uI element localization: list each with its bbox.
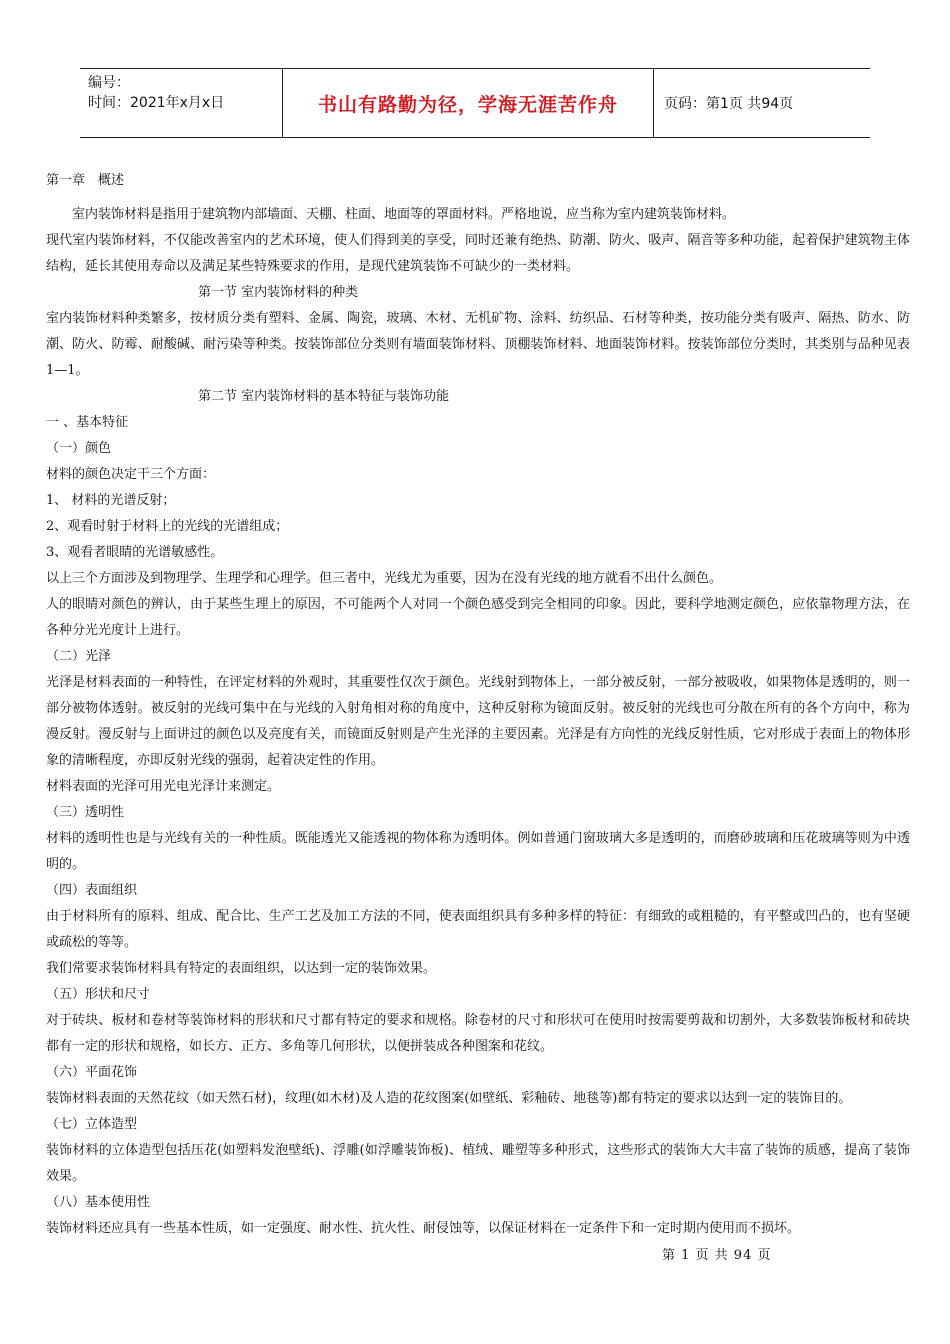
paragraph: 人的眼睛对颜色的辨认，由于某些生理上的原因，不可能两个人对同一个颜色感受到完全相同的印象。因此，要科学地测定颜色，应依靠物理方法，在各种分光光度计上进行。 — [46, 597, 910, 638]
paragraph: 室内装饰材料种类繁多，按材质分类有塑料、金属、陶瓷，玻璃、木材、无机矿物、涂料、纺织品、石材等种类，按功能分类有吸声、隔热、防水、防潮、防火、防霉、耐酸碱、耐污染等种类。按装饰部位分类则有墙面装饰材料、顶棚装饰材料、地面装饰材料。按装饰部位分类时，其类别与品种见表1—1。 — [46, 311, 910, 378]
page-header — [80, 68, 870, 138]
paragraph: （二）光泽 — [46, 649, 112, 664]
paragraph: 装饰材料的立体造型包括压花(如塑料发泡壁纸)、浮雕(如浮雕装饰板)、植绒、雕塑等多种形式，这些形式的装饰大大丰富了装饰的质感，提高了装饰效果。 — [46, 1143, 910, 1184]
paragraph: 室内装饰材料是指用于建筑物内部墙面、天棚、柱面、地面等的罩面材料。严格地说，应当称为室内建筑装饰材料。 — [72, 207, 736, 222]
header-right-cell — [654, 69, 870, 137]
paragraph: （四）表面组织 — [46, 883, 138, 898]
page-code: 页码：第1页 共94页 — [664, 96, 794, 112]
paragraph: 1、 材料的光谱反射； — [46, 493, 176, 508]
paragraph: 一 、基本特征 — [46, 415, 129, 430]
paragraph: 我们常要求装饰材料具有特定的表面组织，以达到一定的装饰效果。 — [46, 961, 437, 976]
paragraph: （一）颜色 — [46, 441, 112, 456]
paragraph: 2、观看时射于材料上的光线的光谱组成； — [46, 519, 289, 534]
paragraph: 由于材料所有的原料、组成、配合比、生产工艺及加工方法的不同，使表面组织具有多种多样的特征：有细致的或粗糙的，有平整或凹凸的，也有坚硬或疏松的等等。 — [46, 909, 910, 950]
header-left-cell — [80, 69, 282, 137]
paragraph: （六）平面花饰 — [46, 1065, 138, 1080]
header-middle-cell — [282, 69, 654, 137]
paragraph: 装饰材料表面的天然花纹（如天然石材)，纹理(如木材)及人造的花纹图案(如壁纸、彩釉砖、地毯等)都有特定的要求以达到一定的装饰目的。 — [46, 1091, 852, 1106]
page-footer: 第 1 页 共 94 页 — [662, 1248, 772, 1263]
paragraph: 对于砖块、板材和卷材等装饰材料的形状和尺寸都有特定的要求和规格。除卷材的尺寸和形状可在使用时按需要剪裁和切割外，大多数装饰板材和砖块都有一定的形状和规格，如长方、正方、多角等几何形状，以便拼装成各种图案和花纹。 — [46, 1013, 910, 1054]
paragraph: （七）立体造型 — [46, 1117, 138, 1132]
section-heading: 第一节 室内装饰材料的种类 — [198, 285, 359, 300]
paragraph: 3、观看者眼睛的光谱敏感性。 — [46, 545, 224, 560]
paragraph: 装饰材料还应具有一些基本性质，如一定强度、耐水性、抗火性、耐侵蚀等，以保证材料在一定条件下和一定时期内使用而不损坏。 — [46, 1221, 801, 1236]
paragraph: 现代室内装饰材料，不仅能改善室内的艺术环境，使人们得到美的享受，同时还兼有绝热、防潮、防火、吸声、隔音等多种功能，起着保护建筑物主体结构，延长其使用寿命以及满足某些特殊要求的作用，是现代建筑装饰不可缺少的一类材料。 — [46, 233, 910, 274]
section-heading: 第二节 室内装饰材料的基本特征与装饰功能 — [198, 389, 450, 404]
paragraph: 以上三个方面涉及到物理学、生理学和心理学。但三者中，光线尤为重要，因为在没有光线的地方就看不出什么颜色。 — [46, 571, 723, 586]
motto: 书山有路勤为径，学海无涯苦作舟 — [317, 93, 618, 116]
time-label: 时间：2021年x月x日 — [88, 95, 225, 111]
paragraph: （三）透明性 — [46, 805, 125, 820]
paragraph: 材料的透明性也是与光线有关的一种性质。既能透光又能透视的物体称为透明体。例如普通门窗玻璃大多是透明的，而磨砂玻璃和压花玻璃等则为中透明的。 — [46, 831, 910, 872]
paragraph: （八）基本使用性 — [46, 1195, 151, 1210]
paragraph: （五）形状和尺寸 — [46, 987, 151, 1002]
number-label: 编号： — [88, 75, 130, 91]
paragraph: 材料表面的光泽可用光电光泽计来测定。 — [46, 779, 281, 794]
paragraph: 光泽是材料表面的一种特性，在评定材料的外观时，其重要性仅次于颜色。光线射到物体上，一部分被反射，一部分被吸收，如果物体是透明的，则一部分被物体透射。被反射的光线可集中在与光线的入射角相对称的角度中，这种反射称为镜面反射。被反射的光线也可分散在所有的各个方向中，称为漫反射。漫反射与上面讲过的颜色以及亮度有关，而镜面反射则是产生光泽的主要因素。光泽是有方向性的光线反射性质，它对形成于表面上的物体形象的清晰程度，亦即反射光线的强弱，起着决定性的作用。 — [46, 675, 910, 768]
document-body — [46, 168, 910, 1242]
paragraph: 材料的颜色决定干三个方面： — [46, 467, 216, 482]
chapter-heading: 第一章 概述 — [46, 173, 125, 188]
